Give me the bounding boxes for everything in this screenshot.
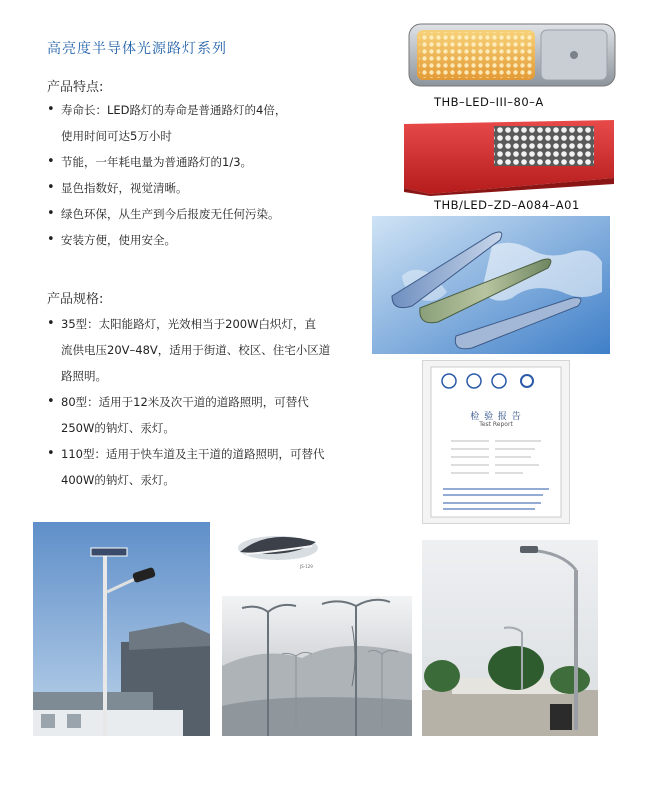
report-title: 检 验 报 告	[470, 412, 522, 422]
model-caption-2: THB/LED–ZD–A084–A01	[434, 198, 580, 212]
led-lamp-yellow-image	[407, 20, 617, 90]
feature-item	[47, 175, 347, 201]
spec-item	[47, 441, 347, 493]
spec-item	[47, 311, 347, 389]
feature-line-cont: 使用时间可达5万小时	[61, 129, 172, 143]
svg-text:JS-129: JS-129	[300, 564, 313, 569]
feature-item	[47, 97, 347, 149]
feature-item	[47, 149, 347, 175]
led-lamp-red-image	[400, 118, 618, 196]
spec-line: • 35型：太阳能路灯，光效相当于200W白炽灯，直	[61, 317, 316, 331]
feature-line: 显色指数好，视觉清晰。	[61, 181, 188, 195]
feature-item	[47, 201, 347, 227]
feature-line: 安装方便，使用安全。	[61, 233, 176, 247]
lamp-head-photo	[228, 524, 326, 572]
feature-line: 绿色环保，从生产到今后报废无任何污染。	[61, 207, 280, 221]
feature-line: 寿命长：LED路灯的寿命是普通路灯的4倍，	[61, 103, 287, 117]
spec-line: 路照明。	[61, 369, 107, 383]
features-list	[47, 97, 347, 253]
spec-line: 流供电压20V–48V，适用于街道、校区、住宅小区道	[61, 343, 331, 357]
specs-list	[47, 311, 347, 493]
double-arm-lamps-photo	[222, 596, 412, 736]
page-title: 高亮度半导体光源路灯系列	[47, 41, 227, 57]
spec-line: 400W的钠灯、汞灯。	[61, 473, 175, 487]
test-report-image	[422, 360, 570, 524]
spec-line: • 110型：适用于快车道及主干道的道路照明，可替代	[61, 447, 325, 461]
specs-heading: 产品规格:	[47, 292, 104, 307]
solar-street-lamp-photo	[33, 522, 210, 736]
model-caption-1: THB–LED–III–80–A	[434, 95, 544, 109]
features-heading: 产品特点:	[47, 80, 104, 95]
lamp-heads-image	[372, 216, 610, 354]
spec-item	[47, 389, 347, 441]
single-arm-lamp-photo	[422, 540, 598, 736]
feature-item	[47, 227, 347, 253]
spec-line: • 80型：适用于12米及次干道的道路照明，可替代	[61, 395, 309, 409]
report-subtitle: Test Report	[479, 421, 513, 428]
spec-line: 250W的钠灯、汞灯。	[61, 421, 175, 435]
feature-line: 节能，一年耗电量为普通路灯的1/3。	[61, 155, 253, 169]
